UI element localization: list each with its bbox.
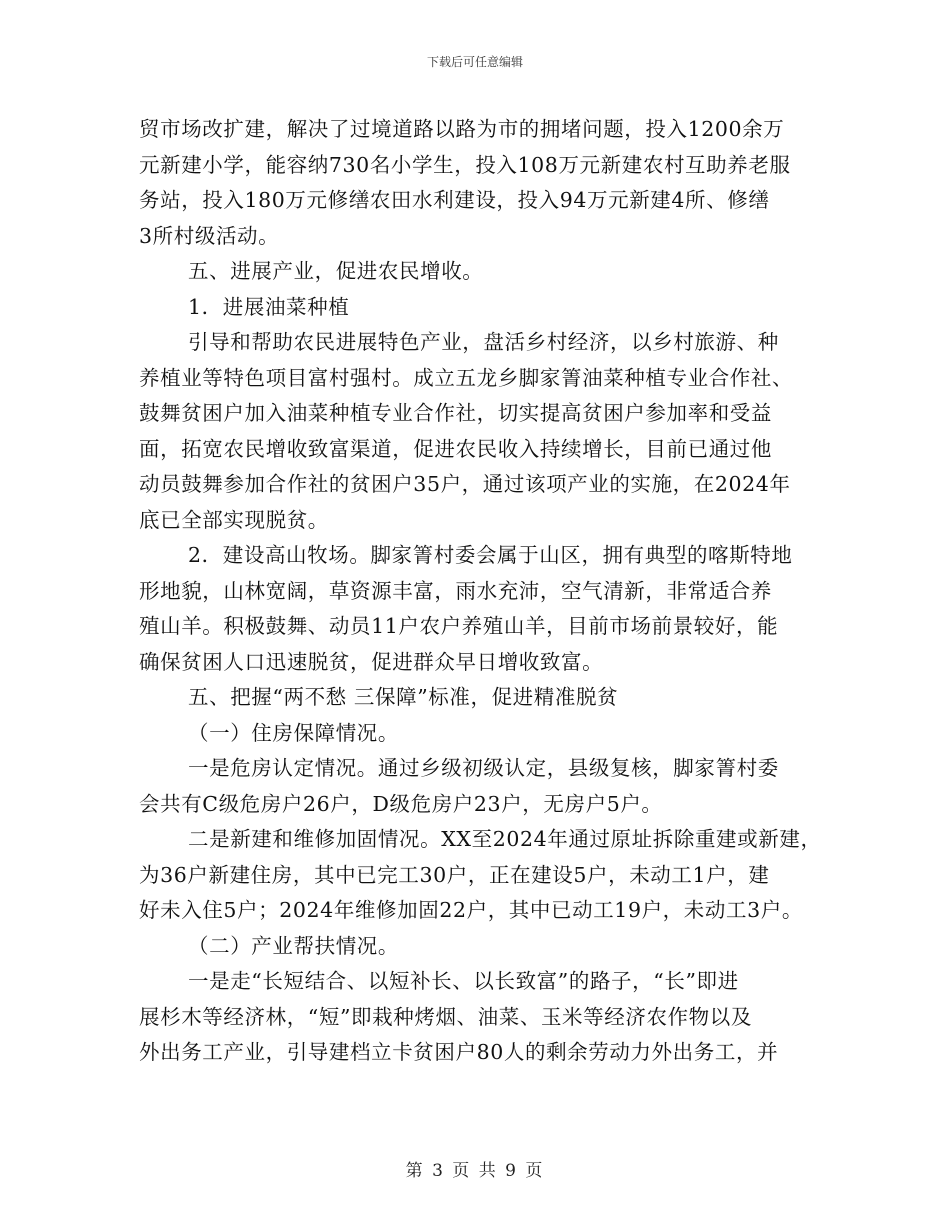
body-line: 引导和帮助农民进展特色产业，盘活乡村经济，以乡村旅游、种: [188, 330, 779, 354]
body-line: 展杉木等经济林，“短”即栽种烤烟、油菜、玉米等经济农作物以及: [139, 1004, 752, 1029]
document-body: [139, 112, 839, 1071]
body-line: 二是新建和维修加固情况。XX至2024年通过原址拆除重建或新建，: [188, 827, 822, 851]
body-line: 好未入住5户；2024年维修加固22户，其中已动工19户，未动工3户。: [139, 898, 803, 922]
body-line: 一是走“长短结合、以短补长、以长致富”的路子，“长”即进: [188, 969, 739, 993]
body-line: 1．进展油菜种植: [188, 294, 350, 319]
body-line: 为36户新建住房，其中已完工30户，正在建设5户，未动工1户，建: [139, 862, 770, 887]
body-line: 元新建小学，能容纳730名小学生，投入108万元新建农村互助养老服: [139, 152, 791, 177]
body-line: 动员鼓舞参加合作社的贫困户35户，通过该项产业的实施，在2024年: [139, 472, 791, 496]
body-line: 一是危房认定情况。通过乡级初级认定，县级复核，脚家箐村委: [188, 756, 779, 780]
body-line: 殖山羊。积极鼓舞、动员11户农户养殖山羊，目前市场前景较好，能: [139, 614, 779, 638]
body-line: 3所村级活动。: [139, 223, 280, 248]
body-line: 底已全部实现脱贫。: [139, 507, 329, 532]
body-line: （二）产业帮扶情况。: [188, 933, 399, 958]
body-line: 会共有C级危房户26户，D级危房户23户，无房户5户。: [139, 791, 663, 816]
body-line: 养植业等特色项目富村强村。成立五龙乡脚家箐油菜种植专业合作社、: [139, 365, 794, 390]
body-line: 务站，投入180万元修缮农田水利建设，投入94万元新建4所、修缮: [139, 188, 770, 212]
body-line: （一）住房保障情况。: [188, 720, 399, 745]
body-line: 确保贫困人口迅速脱贫，促进群众早日增收致富。: [139, 649, 604, 674]
body-line: 鼓舞贫困户加入油菜种植专业合作社，切实提高贫困户参加率和受益: [139, 401, 772, 425]
body-line: 贸市场改扩建，解决了过境道路以路为市的拥堵问题，投入1200余万: [139, 117, 785, 141]
body-line: 形地貌，山林宽阔，草资源丰富，雨水充沛，空气清新，非常适合养: [139, 578, 772, 603]
body-line: 五、把握“两不愁 三保障”标准，促进精准脱贫: [188, 685, 619, 709]
body-line: 五、进展产业，促进农民增收。: [188, 259, 484, 283]
body-line: 面，拓宽农民增收致富渠道，促进农民收入持续增长，目前已通过他: [139, 436, 772, 461]
page-footer: 第 3 页 共 9 页: [405, 1161, 545, 1181]
body-line: 2．建设高山牧场。脚家箐村委会属于山区，拥有典型的喀斯特地: [188, 543, 793, 567]
page-header: 下载后可任意编辑: [426, 55, 523, 69]
body-line: 外出务工产业，引导建档立卡贫困户80人的剩余劳动力外出务工，并: [139, 1040, 779, 1064]
